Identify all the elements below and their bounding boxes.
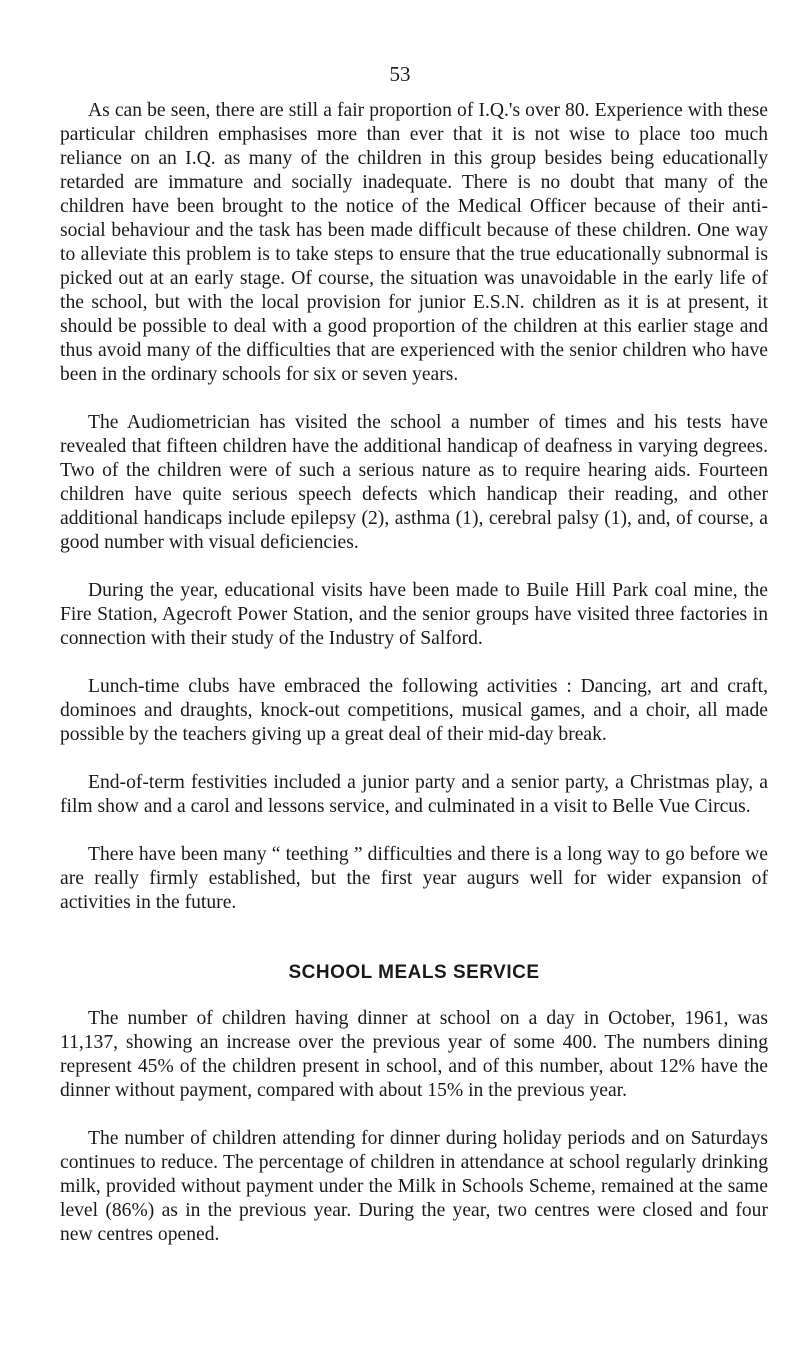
- paragraph-lunch-time-clubs: Lunch-time clubs have embraced the following activities : Dancing, art and craft, dominoes and draughts, knock-out competitions, musical games, and a choir, all made possible by the teachers giving up a great deal of their mid-day break.: [60, 676, 768, 745]
- paragraph-audiometrician: The Audiometrician has visited the school a number of times and his tests have revealed that fifteen children have the additional handicap of deafness in varying degrees. Two of the children were of such a serious nature as to require hearing aids. Fourteen children have quite serious speech defects which handicap their reading, and other additional handicaps include epilepsy (2), asthma (1), cerebral palsy (1), and, of course, a good number with visual deficiencies.: [60, 412, 768, 553]
- paragraph-holiday-dinners-milk: The number of children attending for dinner during holiday periods and on Saturdays continues to reduce. The percentage of children in attendance at school regularly drinking milk, provided without payment under the Milk in Schools Scheme, remained at the same level (86%) as in the previous year. During the year, two centres were closed and four new centres opened.: [60, 1128, 768, 1245]
- paragraph-teething-difficulties: There have been many “ teething ” difficulties and there is a long way to go before we are really firmly established, but the first year augurs well for wider expansion of activities in the future.: [60, 844, 768, 913]
- page-body: [60, 99, 768, 1271]
- paragraph-dinner-numbers: The number of children having dinner at school on a day in October, 1961, was 11,137, showing an increase over the previous year of some 400. The numbers dining represent 45% of the children present in school, and of this number, about 12% have the dinner without payment, compared with about 15% in the previous year.: [60, 1008, 768, 1101]
- paragraph-educational-visits: During the year, educational visits have been made to Buile Hill Park coal mine, the Fire Station, Agecroft Power Station, and the senior groups have visited three factories in connection with their study of the Industry of Salford.: [60, 580, 768, 649]
- section-heading-school-meals: SCHOOL MEALS SERVICE: [288, 962, 540, 983]
- paragraph-end-of-term: End-of-term festivities included a junior party and a senior party, a Christmas play, a film show and a carol and lessons service, and culminated in a visit to Belle Vue Circus.: [60, 772, 768, 817]
- paragraph-iq-reliance: As can be seen, there are still a fair proportion of I.Q.'s over 80. Experience with these particular children emphasises more than ever that it is not wise to place too much reliance on an I.Q. as many of the children in this group besides being educationally retarded are immature and socially inadequate. There is no doubt that many of the children have been brought to the notice of the Medical Officer because of their anti-social behaviour and the task has been made difficult because of these children. One way to alleviate this problem is to take steps to ensure that the true educationally subnormal is picked out at an early stage. Of course, the situation was unavoidable in the early life of the school, but with the local provision for junior E.S.N. children as it is at present, it should be possible to deal with a good proportion of the children at this earlier stage and thus avoid many of the difficulties that are experienced with the senior children who have been in the ordinary schools for six or seven years.: [60, 100, 768, 385]
- page-number: 53: [389, 62, 411, 86]
